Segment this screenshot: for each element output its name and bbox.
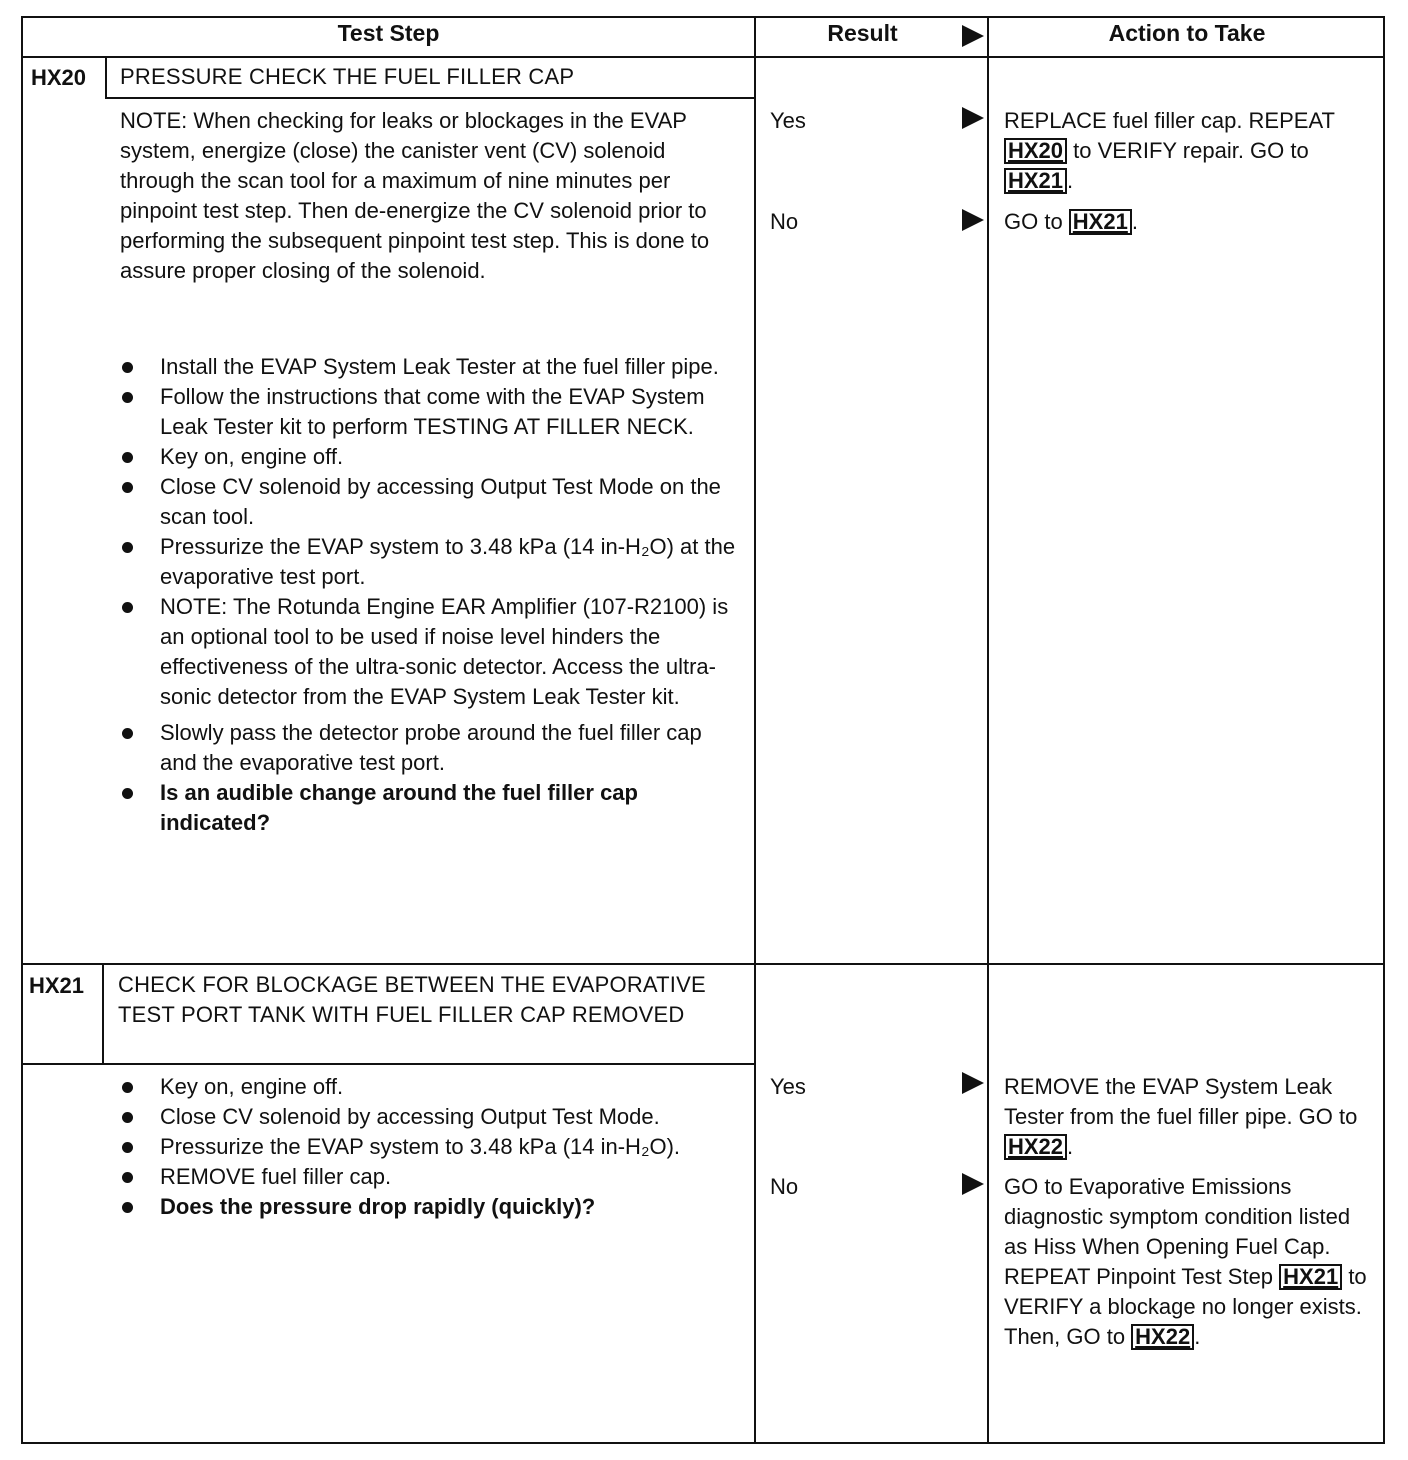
hx21-no-arrow-icon [962,1173,984,1195]
hx20-id-divider [105,56,107,98]
hx20-yes-action: REPLACE fuel filler cap. REPEAT HX20 to VERIFY repair. GO to HX21 . [1004,108,1335,193]
hx20-title-underline [105,97,755,99]
section-divider [21,963,1385,965]
step-reference-hx21[interactable]: HX21 [1069,209,1132,235]
list-item: Pressurize the EVAP system to 3.48 kPa (14 in-H₂O) at the evaporative test port. [116,532,736,592]
hx21-result-no: No [770,1174,799,1199]
list-item-question: Is an audible change around the fuel filler cap indicated? [116,778,736,838]
hx20-step-title: PRESSURE CHECK THE FUEL FILLER CAP [120,64,575,89]
list-item: Follow the instructions that come with the EVAP System Leak Tester kit to perform TESTING AT FILLER NECK. [116,382,736,442]
hx21-step-title: CHECK FOR BLOCKAGE BETWEEN THE EVAPORATIVE TEST PORT TANK WITH FUEL FILLER CAP REMOVED [118,972,706,1027]
step-reference-hx21[interactable]: HX21 [1279,1264,1342,1290]
header-result: Result [827,20,898,46]
step-reference-hx21[interactable]: HX21 [1004,168,1067,194]
hx21-result-yes: Yes [770,1074,806,1099]
header-arrow-icon [962,25,984,47]
hx20-step-id: HX20 [31,65,87,90]
hx21-yes-arrow-icon [962,1072,984,1094]
list-item: Install the EVAP System Leak Tester at the fuel filler pipe. [116,352,736,382]
hx21-step-id: HX21 [29,973,85,998]
list-item: Close CV solenoid by accessing Output Test Mode. [116,1102,736,1132]
list-item: REMOVE fuel filler cap. [116,1162,736,1192]
header-action: Action to Take [1108,20,1266,46]
result-column-divider [754,16,756,1444]
hx21-yes-action: REMOVE the EVAP System Leak Tester from the fuel filler pipe. GO to HX22 . [1004,1074,1358,1159]
list-item-question: Does the pressure drop rapidly (quickly)? [116,1192,736,1222]
hx20-result-no: No [770,209,799,234]
action-column-divider [987,16,989,1444]
header-divider [21,56,1385,58]
hx20-bullet-list [116,352,736,838]
header-test-step: Test Step [337,20,440,46]
hx21-id-divider [102,963,104,1063]
list-item: Slowly pass the detector probe around the fuel filler cap and the evaporative test port. [116,718,736,778]
hx21-title-underline [21,1063,755,1065]
hx20-no-arrow-icon [962,209,984,231]
hx20-no-action: GO to HX21 . [1004,209,1138,234]
step-reference-hx20[interactable]: HX20 [1004,138,1067,164]
list-item: Key on, engine off. [116,1072,736,1102]
list-item: Pressurize the EVAP system to 3.48 kPa (14 in-H₂O). [116,1132,736,1162]
step-reference-hx22[interactable]: HX22 [1004,1134,1067,1160]
list-item: NOTE: The Rotunda Engine EAR Amplifier (107-R2100) is an optional tool to be used if noise level hinders the effectiveness of the ultra-sonic detector. Access the ultra-sonic detector from the EVAP System Leak Tester kit. [116,592,736,712]
hx20-yes-arrow-icon [962,107,984,129]
list-item: Key on, engine off. [116,442,736,472]
list-item: Close CV solenoid by accessing Output Test Mode on the scan tool. [116,472,736,532]
hx21-bullet-list [116,1072,736,1222]
hx21-no-action: GO to Evaporative Emissions diagnostic symptom condition listed as Hiss When Opening Fuel Cap. REPEAT Pinpoint Test Step HX21 to VERIFY a blockage no longer exists. Then, GO to HX22 . [1004,1174,1367,1349]
hx20-note: NOTE: When checking for leaks or blockages in the EVAP system, energize (close) the canister vent (CV) solenoid through the scan tool for a maximum of nine minutes per pinpoint test step. Then de-energize the CV solenoid prior to performing the subsequent pinpoint test step. This is done to assure proper closing of the solenoid. [120,108,710,283]
hx20-result-yes: Yes [770,108,806,133]
step-reference-hx22[interactable]: HX22 [1131,1324,1194,1350]
